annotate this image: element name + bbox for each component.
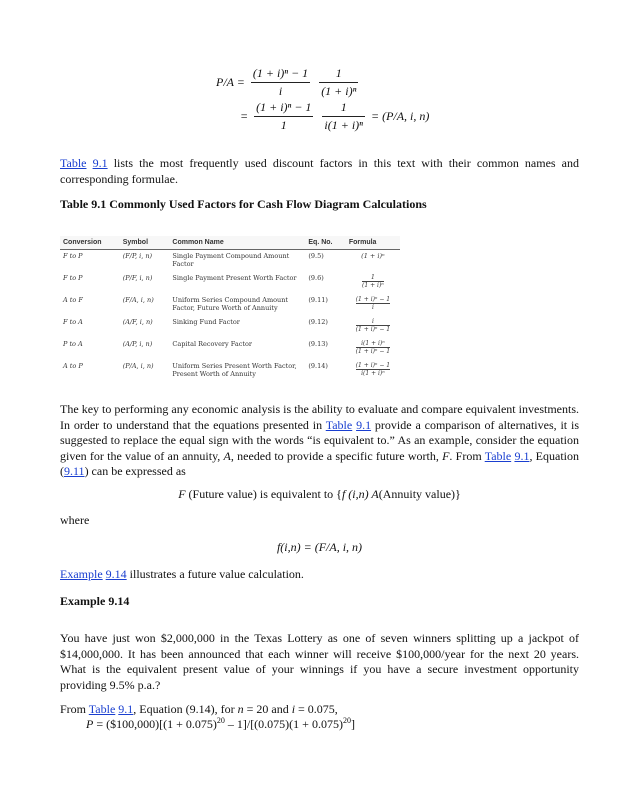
cell-symbol: (A/P, i, n): [122, 340, 153, 348]
formula-fraction: [356, 362, 390, 377]
cell-conversion: P to A: [63, 340, 83, 348]
formula-numerator: (1 + i)ⁿ − 1: [355, 296, 391, 303]
formula-fraction-4: [322, 100, 365, 133]
cell-common-name: Capital Recovery Factor: [172, 340, 252, 348]
table-row: [60, 250, 400, 273]
cell-symbol: (A/F, i, n): [122, 318, 153, 326]
fraction-numerator: 1: [319, 66, 358, 83]
table-row: [60, 316, 400, 338]
cell-conversion: F to P: [63, 252, 83, 260]
exponent: 20: [216, 716, 225, 725]
fraction-denominator: 1: [280, 118, 287, 132]
cell-conversion: A to F: [63, 296, 83, 304]
fraction-denominator: i: [278, 84, 283, 98]
paragraph-example-ref: [60, 567, 579, 583]
table-number-link[interactable]: 9.1: [118, 702, 134, 716]
header-conversion: Conversion: [60, 236, 120, 250]
paragraph-text: = 0.075,: [295, 702, 338, 716]
fraction-numerator: (1 + i)ⁿ − 1: [254, 100, 313, 117]
cell-common-name: Sinking Fund Factor: [172, 318, 240, 326]
where-label: where: [60, 513, 90, 527]
cell-symbol: (F/A, i, n): [122, 296, 154, 304]
formula-numerator: i(1 + i)ⁿ: [356, 340, 390, 348]
equation-text: (Annuity value)}: [378, 487, 461, 501]
paragraph-text: lists the most frequently used discount factors in this text with their common names and corresponding formulae.: [60, 156, 580, 186]
paragraph-intro: [60, 156, 579, 187]
equation-function: f (i,n) A: [341, 487, 379, 501]
cell-symbol: (F/P, i, n): [122, 252, 153, 260]
paragraph-text: = 20 and: [243, 702, 292, 716]
cell-formula: [346, 294, 400, 316]
table-link[interactable]: Table: [60, 156, 87, 170]
cell-eq-no: (9.5): [308, 252, 324, 260]
formula-numerator: 1: [362, 274, 384, 282]
header-symbol: Symbol: [120, 236, 170, 250]
table-caption: Table 9.1 Commonly Used Factors for Cash Flow Diagram Calculations: [60, 197, 427, 211]
formula-denominator: (1 + i)ⁿ − 1: [355, 326, 391, 333]
present-value-equation: [86, 717, 355, 733]
cell-symbol: (P/F, i, n): [122, 274, 153, 282]
formula-denominator: (1 + i)ⁿ − 1: [355, 348, 391, 355]
formula-fraction: [356, 318, 390, 333]
factors-table: [60, 236, 400, 382]
equation-link[interactable]: 9.11: [64, 464, 85, 479]
paragraph-text: , needed to provide a specific future worth,: [230, 448, 443, 463]
cell-symbol: (P/A, i, n): [122, 362, 154, 370]
formula-fraction-2: [319, 66, 358, 99]
function-definition: f(i,n) = (F/A, i, n): [276, 540, 363, 554]
paragraph-text: , Equation (9.14), for: [133, 702, 238, 716]
cell-eq-no: (9.13): [308, 340, 328, 348]
formula-lhs: P/A =: [216, 75, 245, 89]
paragraph-solution: [60, 702, 579, 718]
cell-eq-no: (9.14): [308, 362, 328, 370]
table-number-link[interactable]: 9.1: [514, 448, 530, 463]
formula-denominator: i(1 + i)ⁿ: [361, 370, 385, 377]
equation-text: ]: [350, 717, 355, 731]
fraction-numerator: 1: [322, 100, 365, 117]
example-link[interactable]: Example: [60, 567, 103, 581]
table-row: [60, 338, 400, 360]
formula-line-2: [240, 100, 429, 133]
header-eq-no: Eq. No.: [305, 236, 345, 250]
table-row: [60, 360, 400, 382]
variable-f: F: [178, 487, 186, 501]
variable-p: P: [86, 717, 94, 731]
equation-text: – 1]/[(0.075)(1 + 0.075): [224, 717, 343, 731]
paragraph-lottery: You have just won $2,000,000 in the Texas Lottery as one of seven winners splitting up a jackpot of $14,000,000. It has been announced that each winner will receive $100,000/year for the next 20 years. What is the equivalent present value of your winnings if you have a secure investment opportunity providing 9.5% p.a.?: [60, 631, 579, 692]
cell-formula: [346, 338, 400, 360]
formula-fraction-1: [251, 66, 310, 99]
equation-text: = ($100,000)[(1 + 0.075): [93, 717, 217, 731]
cell-common-name: Uniform Series Present Worth Factor, Present Worth of Annuity: [172, 362, 297, 378]
formula-fraction: [356, 296, 390, 311]
variable-i: i: [291, 702, 296, 716]
paragraph-text: , Equation (: [60, 448, 580, 479]
equation-text: (Future value) is equivalent to {: [185, 487, 342, 501]
cell-formula: [346, 250, 400, 273]
paragraph-text: The key to performing any economic analysis is the ability to evaluate and compare equivalent investments. In order to understand that the equations presented in: [60, 402, 579, 432]
table-link[interactable]: Table: [88, 702, 116, 716]
cell-formula: [346, 272, 400, 294]
table-link[interactable]: Table: [484, 448, 512, 463]
formula-numerator: (1 + i)ⁿ − 1: [355, 362, 391, 369]
table-row: [60, 294, 400, 316]
table-header-row: [60, 236, 400, 250]
cell-common-name: Single Payment Present Worth Factor: [172, 274, 297, 282]
fraction-numerator: (1 + i)ⁿ − 1: [251, 66, 310, 83]
variable-n: n: [237, 702, 244, 716]
paragraph-text: . From: [449, 448, 485, 463]
formula-line-1: [216, 66, 361, 99]
cell-eq-no: (9.12): [308, 318, 328, 326]
formula-fraction: [362, 274, 384, 289]
example-number-link[interactable]: 9.14: [105, 567, 127, 581]
paragraph-equivalence: [60, 402, 579, 480]
header-common-name: Common Name: [169, 236, 305, 250]
variable-f: F: [442, 448, 450, 463]
formula-text: (1 + i)ⁿ: [361, 252, 385, 260]
cell-conversion: A to P: [63, 362, 83, 370]
cell-common-name: Uniform Series Compound Amount Factor, Future Worth of Annuity: [172, 296, 289, 312]
cell-formula: [346, 360, 400, 382]
paragraph-text: provide a comparison of alternatives, it is suggested to replace the equal sign with the words “is equivalent to.” As an example, consider the equation given for the value of an annuity,: [60, 417, 579, 463]
fraction-denominator: (1 + i)ⁿ: [321, 84, 357, 98]
exponent: 20: [342, 716, 351, 725]
formula-result: = (P/A, i, n): [370, 109, 430, 123]
table-number-link[interactable]: 9.1: [356, 417, 372, 432]
formula-denominator: (1 + i)ⁿ: [362, 282, 384, 289]
fraction-denominator: i(1 + i)ⁿ: [324, 118, 363, 132]
formula-numerator: i: [356, 318, 390, 326]
cell-eq-no: (9.6): [308, 274, 324, 282]
formula-denominator: i: [371, 304, 374, 311]
formula-fraction: [356, 340, 390, 355]
table-number-link[interactable]: 9.1: [92, 156, 108, 170]
table-row: [60, 272, 400, 294]
cell-common-name: Single Payment Compound Amount Factor: [172, 252, 290, 268]
formula-fraction-3: [254, 100, 313, 133]
equivalence-statement: [60, 487, 579, 503]
header-formula: Formula: [346, 236, 400, 250]
paragraph-text: From: [60, 702, 89, 716]
table-link[interactable]: Table: [325, 417, 353, 432]
cell-conversion: F to P: [63, 274, 83, 282]
variable-a: A: [223, 448, 231, 463]
example-heading: Example 9.14: [60, 594, 130, 608]
cell-eq-no: (9.11): [308, 296, 328, 304]
paragraph-text: ) can be expressed as: [84, 464, 186, 479]
formula-equals: =: [240, 109, 249, 123]
paragraph-text: illustrates a future value calculation.: [126, 567, 304, 581]
cell-conversion: F to A: [63, 318, 83, 326]
cell-formula: [346, 316, 400, 338]
